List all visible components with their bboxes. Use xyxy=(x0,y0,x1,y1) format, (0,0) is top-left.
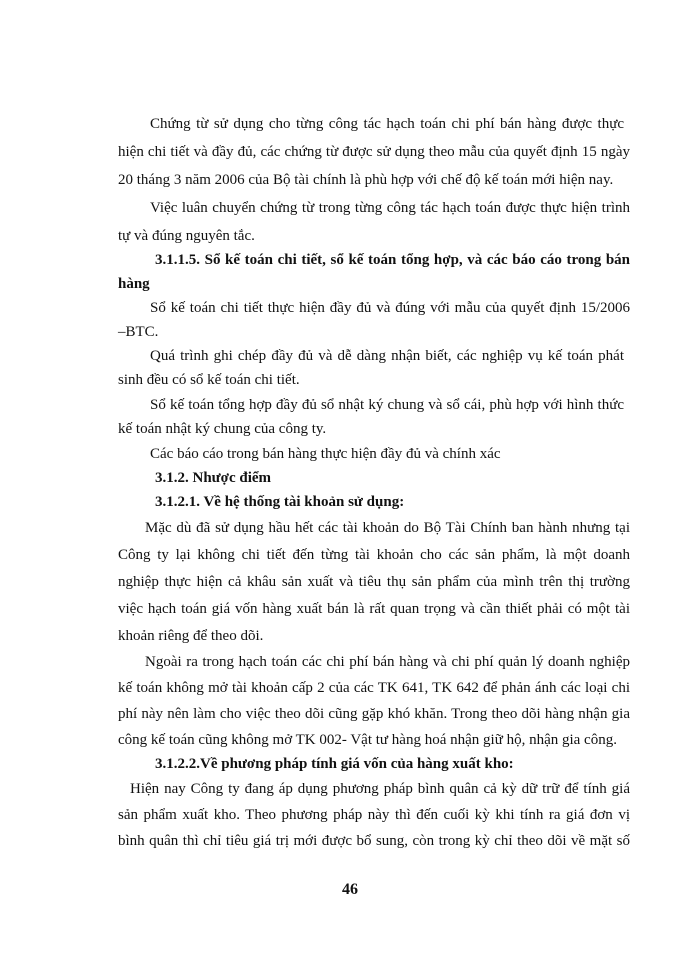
paragraph-line: khoản riêng để theo dõi. xyxy=(118,628,264,644)
paragraph-line: Sổ kế toán chi tiết thực hiện đầy đủ và đúng với mẫu của quyết định 15/2006 xyxy=(150,300,630,316)
paragraph-line: sản phẩm xuất kho. Theo phương pháp này thì đến cuối kỳ khi tính ra giá đơn vị xyxy=(118,807,630,823)
paragraph-line: Hiện nay Công ty đang áp dụng phương pháp bình quân cả kỳ dữ trữ để tính giá xyxy=(130,781,630,797)
page-number: 46 xyxy=(342,881,358,898)
section-heading: 3.1.2. Nhược điểm xyxy=(155,470,272,486)
paragraph-line: Các báo cáo trong bán hàng thực hiện đầy đủ và chính xác xyxy=(150,446,501,462)
paragraph-line: phí này nên làm cho việc theo dõi cũng gặp khó khăn. Trong theo dõi hàng nhận gia xyxy=(118,706,630,722)
paragraph-line: Quá trình ghi chép đầy đủ và dễ dàng nhận biết, các nghiệp vụ kế toán phát xyxy=(150,348,624,364)
paragraph-line: nghiệp thực hiện cả khâu sản xuất và tiêu thụ sản phẩm của mình trên thị trường xyxy=(118,574,630,590)
paragraph-line: kế toán nhật ký chung của công ty. xyxy=(118,421,327,437)
paragraph-line: Việc luân chuyển chứng từ trong từng công tác hạch toán được thực hiện trình xyxy=(150,200,630,216)
section-heading: hàng xyxy=(118,276,150,292)
paragraph-line: 20 tháng 3 năm 2006 của Bộ tài chính là phù hợp với chế độ kế toán mới hiện nay. xyxy=(118,172,614,188)
paragraph-line: –BTC. xyxy=(118,324,159,340)
paragraph-line: Công ty lại không chi tiết đến từng tài khoản cho các sản phẩm, là một doanh xyxy=(118,547,630,563)
paragraph-line: công kế toán cũng không mở TK 002- Vật tư hàng hoá nhận giữ hộ, nhận gia công. xyxy=(118,732,617,748)
paragraph-line: Sổ kế toán tổng hợp đầy đủ sổ nhật ký chung và sổ cái, phù hợp với hình thức xyxy=(150,397,624,413)
paragraph-line: Ngoài ra trong hạch toán các chi phí bán hàng và chi phí quản lý doanh nghiệp xyxy=(145,654,630,670)
paragraph-line: kế toán không mở tài khoản cấp 2 của các TK 641, TK 642 để phản ánh các loại chi xyxy=(118,680,630,696)
section-heading: 3.1.1.5. Sổ kế toán chi tiết, sổ kế toán tổng hợp, và các báo cáo trong bán xyxy=(155,252,630,268)
paragraph-line: hiện chi tiết và đầy đủ, các chứng từ được sử dụng theo mẫu của quyết định 15 ngày xyxy=(118,144,630,160)
section-heading: 3.1.2.2.Về phương pháp tính giá vốn của hàng xuất kho: xyxy=(155,756,514,772)
paragraph-line: Chứng từ sử dụng cho từng công tác hạch toán chi phí bán hàng được thực xyxy=(150,116,624,132)
paragraph-line: tự và đúng nguyên tắc. xyxy=(118,228,255,244)
paragraph-line: sinh đều có sổ kế toán chi tiết. xyxy=(118,372,300,388)
paragraph-line: việc hạch toán giá vốn hàng xuất bán là rất quan trọng và cần thiết phải có một tài xyxy=(118,601,630,617)
paragraph-line: Mặc dù đã sử dụng hầu hết các tài khoản do Bộ Tài Chính ban hành nhưng tại xyxy=(145,520,630,536)
paragraph-line: bình quân thì chỉ tiêu giá trị mới được bổ sung, còn trong kỳ chỉ theo dõi về mặt số xyxy=(118,833,630,849)
section-heading: 3.1.2.1. Về hệ thống tài khoản sử dụng: xyxy=(155,494,405,510)
